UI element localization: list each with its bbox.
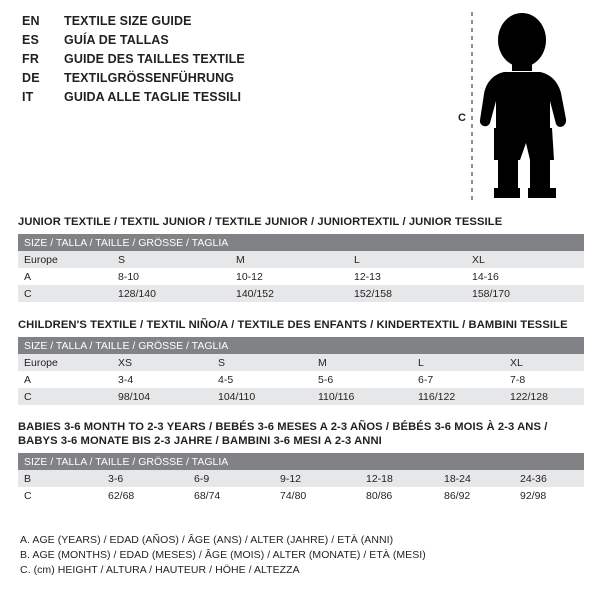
- row-label: A: [18, 371, 112, 388]
- row-label: C: [18, 388, 112, 405]
- language-title: TEXTILE SIZE GUIDE: [64, 14, 192, 28]
- cell: M: [230, 251, 348, 268]
- language-row: [22, 52, 442, 71]
- table-header-label: SIZE / TALLA / TAILLE / GRÖSSE / TAGLIA: [18, 337, 584, 354]
- language-title: GUÍA DE TALLAS: [64, 33, 169, 47]
- row-label: C: [18, 285, 112, 302]
- cell: 10-12: [230, 268, 348, 285]
- table-header-row: [18, 337, 584, 354]
- language-row: [22, 14, 442, 33]
- legend-line: B. AGE (MONTHS) / EDAD (MESES) / ÂGE (MOIS) / ALTER (MONATE) / ETÀ (MESI): [20, 549, 426, 561]
- cell: 98/104: [112, 388, 212, 405]
- cell: 128/140: [112, 285, 230, 302]
- language-code: FR: [22, 52, 40, 66]
- table-row: [18, 354, 584, 371]
- legend-line: C. (cm) HEIGHT / ALTURA / HAUTEUR / HÖHE / ALTEZZA: [20, 564, 300, 576]
- cell: S: [112, 251, 230, 268]
- size-table-junior: [18, 234, 584, 302]
- cell: XL: [504, 354, 584, 371]
- section-babies: [18, 420, 584, 504]
- section-title: CHILDREN'S TEXTILE / TEXTIL NIÑO/A / TEXTILE DES ENFANTS / KINDERTEXTIL / BAMBINI TESSILE: [18, 319, 568, 331]
- section-children: [18, 318, 584, 405]
- table-row: [18, 371, 584, 388]
- cell: 18-24: [438, 470, 514, 487]
- table-header-label: SIZE / TALLA / TAILLE / GRÖSSE / TAGLIA: [18, 234, 584, 251]
- table-row: [18, 388, 584, 405]
- language-code: DE: [22, 71, 40, 85]
- table-header-row: [18, 453, 584, 470]
- row-label: C: [18, 487, 102, 504]
- cell: XS: [112, 354, 212, 371]
- cell: 122/128: [504, 388, 584, 405]
- cell: 6-9: [188, 470, 274, 487]
- language-header-block: [22, 14, 442, 109]
- cell: XL: [466, 251, 584, 268]
- cell: 14-16: [466, 268, 584, 285]
- cell: 86/92: [438, 487, 514, 504]
- table-row: [18, 251, 584, 268]
- cell: 12-18: [360, 470, 438, 487]
- table-header-label: SIZE / TALLA / TAILLE / GRÖSSE / TAGLIA: [18, 453, 584, 470]
- row-label: Europe: [18, 354, 112, 371]
- table-header-row: [18, 234, 584, 251]
- language-code: ES: [22, 33, 40, 47]
- row-label: B: [18, 470, 102, 487]
- cell: 9-12: [274, 470, 360, 487]
- table-row: [18, 470, 584, 487]
- cell: 5-6: [312, 371, 412, 388]
- language-row: [22, 71, 442, 90]
- section-title: BABIES 3-6 MONTH TO 2-3 YEARS / BEBÉS 3-6 MESES A 2-3 AÑOS / BÉBÉS 3-6 MOIS À 2-3 ANS / BABYS 3-6 MONATE BIS 2-3 JAHRE / BAMBINI 3-6 MESI A 2-3 ANNI: [18, 421, 548, 447]
- section-title: JUNIOR TEXTILE / TEXTIL JUNIOR / TEXTILE JUNIOR / JUNIORTEXTIL / JUNIOR TESSILE: [18, 216, 503, 228]
- cell: 6-7: [412, 371, 504, 388]
- cell: 68/74: [188, 487, 274, 504]
- row-label: A: [18, 268, 112, 285]
- language-title: GUIDE DES TAILLES TEXTILE: [64, 52, 245, 66]
- cell: 116/122: [412, 388, 504, 405]
- language-title: GUIDA ALLE TAGLIE TESSILI: [64, 90, 242, 104]
- row-label: Europe: [18, 251, 112, 268]
- cell: 74/80: [274, 487, 360, 504]
- size-table-children: [18, 337, 584, 405]
- language-code: EN: [22, 14, 40, 28]
- toddler-silhouette-icon: [446, 8, 596, 206]
- cell: 110/116: [312, 388, 412, 405]
- legend-line: A. AGE (YEARS) / EDAD (AÑOS) / ÂGE (ANS) / ALTER (JAHRE) / ETÀ (ANNI): [20, 534, 394, 546]
- cell: 3-4: [112, 371, 212, 388]
- section-junior: [18, 215, 584, 302]
- cell: 7-8: [504, 371, 584, 388]
- language-title: TEXTILGRÖSSENFÜHRUNG: [64, 71, 235, 85]
- table-row: [18, 285, 584, 302]
- table-row: [18, 268, 584, 285]
- cell: 24-36: [514, 470, 584, 487]
- cell: 92/98: [514, 487, 584, 504]
- cell: M: [312, 354, 412, 371]
- language-row: [22, 90, 442, 109]
- cell: L: [348, 251, 466, 268]
- language-code: IT: [22, 90, 34, 104]
- cell: 8-10: [112, 268, 230, 285]
- legend-block: [20, 533, 586, 578]
- cell: 62/68: [102, 487, 188, 504]
- cell: S: [212, 354, 312, 371]
- cell: 158/170: [466, 285, 584, 302]
- cell: 3-6: [102, 470, 188, 487]
- table-row: [18, 487, 584, 504]
- cell: L: [412, 354, 504, 371]
- cell: 104/110: [212, 388, 312, 405]
- cell: 80/86: [360, 487, 438, 504]
- cell: 152/158: [348, 285, 466, 302]
- cell: 140/152: [230, 285, 348, 302]
- cell: 12-13: [348, 268, 466, 285]
- height-measure-label: C: [458, 112, 466, 124]
- cell: 4-5: [212, 371, 312, 388]
- figure-area: [446, 8, 596, 206]
- size-table-babies: [18, 453, 584, 504]
- language-row: [22, 33, 442, 52]
